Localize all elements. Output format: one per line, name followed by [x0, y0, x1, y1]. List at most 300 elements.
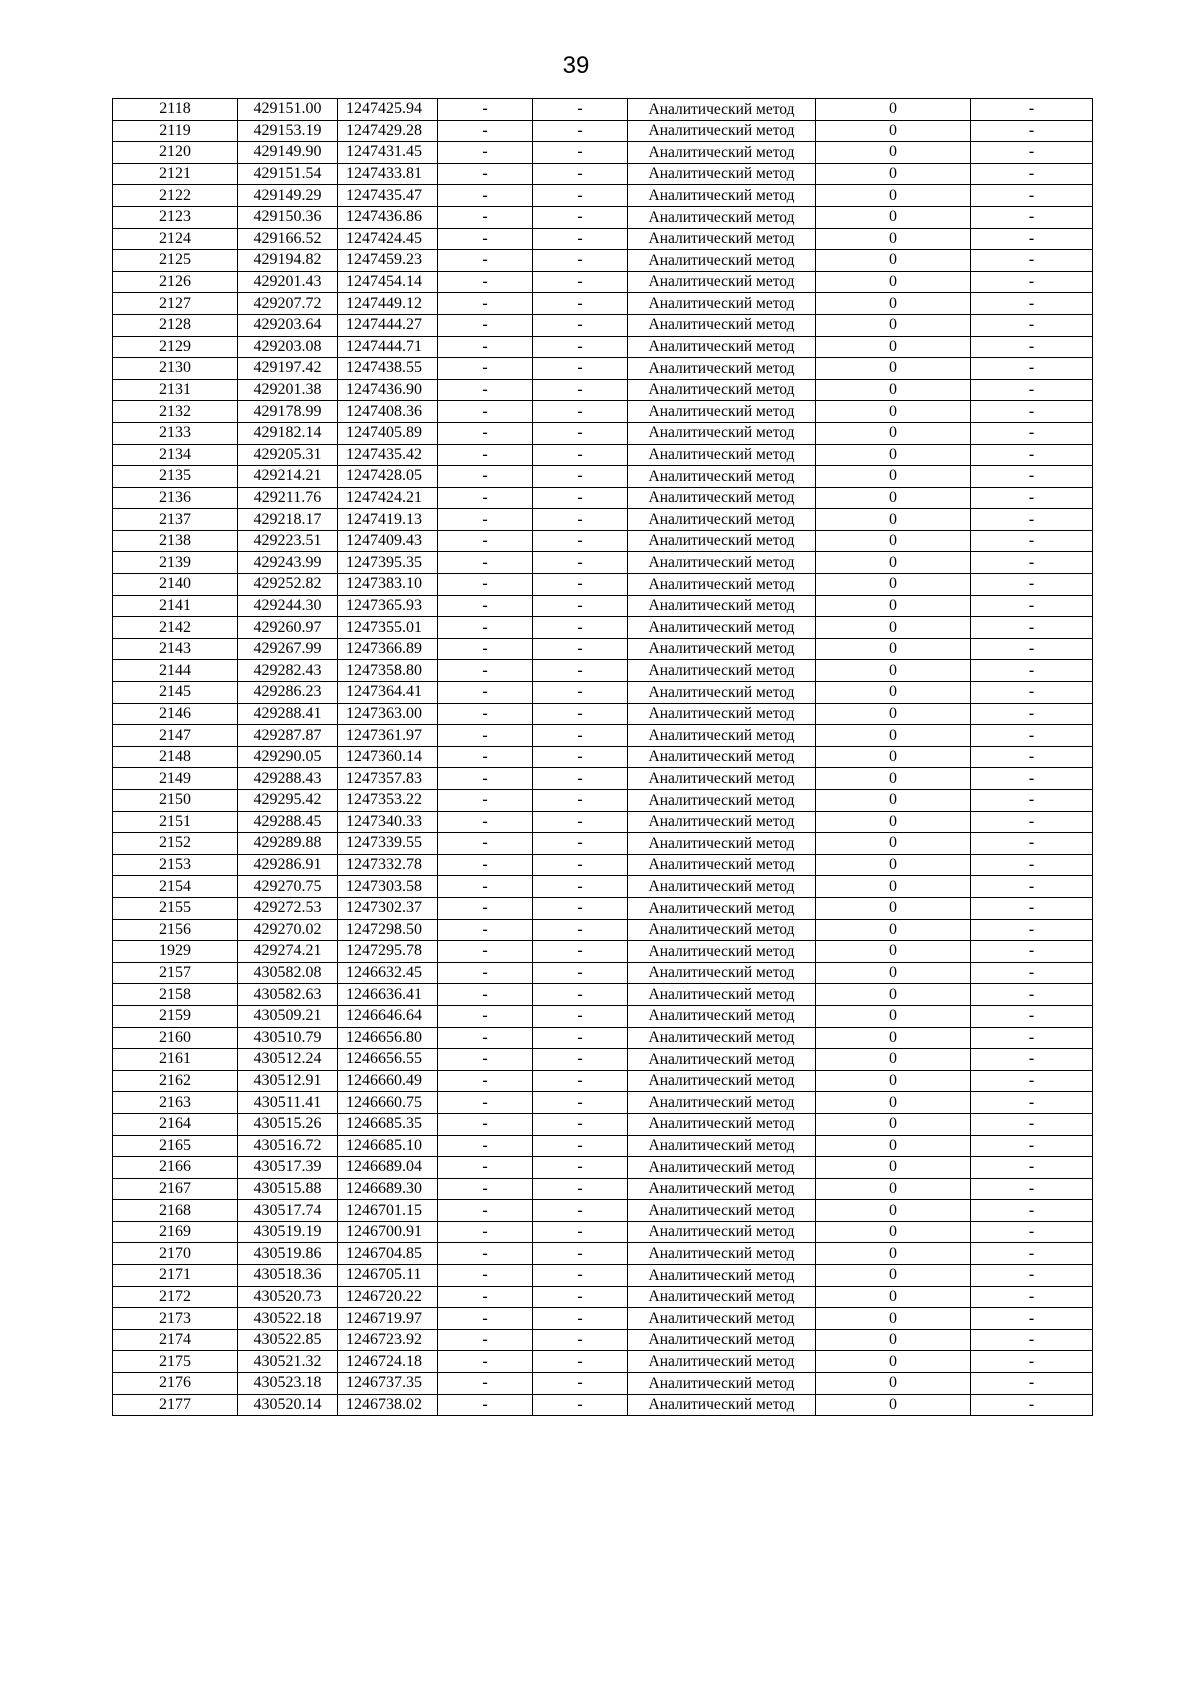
point-number-cell: 2124 — [113, 228, 238, 250]
y-coordinate-cell: 1247383.10 — [338, 574, 438, 596]
method-cell: Аналитический метод — [628, 206, 816, 228]
method-cell: Аналитический метод — [628, 509, 816, 531]
table-row — [113, 379, 1093, 401]
point-number-cell: 2170 — [113, 1243, 238, 1265]
method-cell: Аналитический метод — [628, 897, 816, 919]
error-value-cell: 0 — [816, 1221, 971, 1243]
empty-value-cell: - — [533, 142, 628, 164]
table-row — [113, 833, 1093, 855]
point-number-cell: 2158 — [113, 984, 238, 1006]
empty-value-cell: - — [971, 768, 1093, 790]
y-coordinate-cell: 1247360.14 — [338, 746, 438, 768]
empty-value-cell: - — [438, 163, 533, 185]
x-coordinate-cell: 429295.42 — [238, 790, 338, 812]
empty-value-cell: - — [533, 1049, 628, 1071]
empty-value-cell: - — [438, 120, 533, 142]
x-coordinate-cell: 429286.23 — [238, 682, 338, 704]
empty-value-cell: - — [438, 1157, 533, 1179]
empty-value-cell: - — [438, 725, 533, 747]
x-coordinate-cell: 429244.30 — [238, 595, 338, 617]
point-number-cell: 2133 — [113, 422, 238, 444]
error-value-cell: 0 — [816, 422, 971, 444]
table-row — [113, 746, 1093, 768]
error-value-cell: 0 — [816, 271, 971, 293]
y-coordinate-cell: 1247454.14 — [338, 271, 438, 293]
empty-value-cell: - — [533, 617, 628, 639]
method-cell: Аналитический метод — [628, 617, 816, 639]
empty-value-cell: - — [533, 574, 628, 596]
table-row — [113, 228, 1093, 250]
error-value-cell: 0 — [816, 876, 971, 898]
method-cell: Аналитический метод — [628, 768, 816, 790]
empty-value-cell: - — [533, 746, 628, 768]
y-coordinate-cell: 1247438.55 — [338, 358, 438, 380]
empty-value-cell: - — [438, 99, 533, 121]
empty-value-cell: - — [533, 1308, 628, 1330]
method-cell: Аналитический метод — [628, 466, 816, 488]
point-number-cell: 2164 — [113, 1113, 238, 1135]
empty-value-cell: - — [438, 1394, 533, 1416]
error-value-cell: 0 — [816, 120, 971, 142]
y-coordinate-cell: 1247357.83 — [338, 768, 438, 790]
empty-value-cell: - — [971, 725, 1093, 747]
point-number-cell: 2163 — [113, 1092, 238, 1114]
method-cell: Аналитический метод — [628, 358, 816, 380]
y-coordinate-cell: 1247363.00 — [338, 703, 438, 725]
y-coordinate-cell: 1247339.55 — [338, 833, 438, 855]
y-coordinate-cell: 1247429.28 — [338, 120, 438, 142]
y-coordinate-cell: 1246738.02 — [338, 1394, 438, 1416]
error-value-cell: 0 — [816, 336, 971, 358]
empty-value-cell: - — [533, 1373, 628, 1395]
empty-value-cell: - — [971, 1308, 1093, 1330]
table-row — [113, 1265, 1093, 1287]
point-number-cell: 2171 — [113, 1265, 238, 1287]
table-row — [113, 897, 1093, 919]
error-value-cell: 0 — [816, 1092, 971, 1114]
method-cell: Аналитический метод — [628, 1200, 816, 1222]
x-coordinate-cell: 429205.31 — [238, 444, 338, 466]
empty-value-cell: - — [971, 1200, 1093, 1222]
empty-value-cell: - — [533, 509, 628, 531]
y-coordinate-cell: 1247365.93 — [338, 595, 438, 617]
x-coordinate-cell: 430516.72 — [238, 1135, 338, 1157]
empty-value-cell: - — [971, 1243, 1093, 1265]
y-coordinate-cell: 1247395.35 — [338, 552, 438, 574]
error-value-cell: 0 — [816, 962, 971, 984]
error-value-cell: 0 — [816, 1135, 971, 1157]
error-value-cell: 0 — [816, 1373, 971, 1395]
empty-value-cell: - — [533, 466, 628, 488]
empty-value-cell: - — [438, 941, 533, 963]
y-coordinate-cell: 1246724.18 — [338, 1351, 438, 1373]
point-number-cell: 2148 — [113, 746, 238, 768]
table-row — [113, 466, 1093, 488]
empty-value-cell: - — [438, 358, 533, 380]
table-row — [113, 552, 1093, 574]
x-coordinate-cell: 429203.08 — [238, 336, 338, 358]
empty-value-cell: - — [971, 1178, 1093, 1200]
empty-value-cell: - — [971, 1113, 1093, 1135]
table-row — [113, 1373, 1093, 1395]
empty-value-cell: - — [533, 595, 628, 617]
table-row — [113, 271, 1093, 293]
x-coordinate-cell: 430510.79 — [238, 1027, 338, 1049]
method-cell: Аналитический метод — [628, 271, 816, 293]
point-number-cell: 2123 — [113, 206, 238, 228]
table-row — [113, 142, 1093, 164]
empty-value-cell: - — [971, 962, 1093, 984]
empty-value-cell: - — [438, 509, 533, 531]
empty-value-cell: - — [533, 163, 628, 185]
x-coordinate-cell: 430519.19 — [238, 1221, 338, 1243]
point-number-cell: 2173 — [113, 1308, 238, 1330]
error-value-cell: 0 — [816, 314, 971, 336]
empty-value-cell: - — [971, 1092, 1093, 1114]
table-row — [113, 725, 1093, 747]
point-number-cell: 2131 — [113, 379, 238, 401]
table-row — [113, 790, 1093, 812]
empty-value-cell: - — [438, 1373, 533, 1395]
error-value-cell: 0 — [816, 552, 971, 574]
table-row — [113, 1221, 1093, 1243]
empty-value-cell: - — [533, 336, 628, 358]
method-cell: Аналитический метод — [628, 703, 816, 725]
y-coordinate-cell: 1247409.43 — [338, 530, 438, 552]
method-cell: Аналитический метод — [628, 1070, 816, 1092]
empty-value-cell: - — [971, 228, 1093, 250]
empty-value-cell: - — [971, 1135, 1093, 1157]
y-coordinate-cell: 1247431.45 — [338, 142, 438, 164]
point-number-cell: 2122 — [113, 185, 238, 207]
x-coordinate-cell: 429150.36 — [238, 206, 338, 228]
empty-value-cell: - — [971, 833, 1093, 855]
error-value-cell: 0 — [816, 1070, 971, 1092]
point-number-cell: 2137 — [113, 509, 238, 531]
x-coordinate-cell: 429197.42 — [238, 358, 338, 380]
empty-value-cell: - — [971, 876, 1093, 898]
y-coordinate-cell: 1247298.50 — [338, 919, 438, 941]
empty-value-cell: - — [971, 919, 1093, 941]
empty-value-cell: - — [971, 1027, 1093, 1049]
empty-value-cell: - — [533, 1394, 628, 1416]
empty-value-cell: - — [533, 379, 628, 401]
point-number-cell: 2149 — [113, 768, 238, 790]
empty-value-cell: - — [533, 1092, 628, 1114]
empty-value-cell: - — [971, 185, 1093, 207]
error-value-cell: 0 — [816, 1265, 971, 1287]
method-cell: Аналитический метод — [628, 1157, 816, 1179]
empty-value-cell: - — [438, 811, 533, 833]
method-cell: Аналитический метод — [628, 660, 816, 682]
empty-value-cell: - — [438, 638, 533, 660]
y-coordinate-cell: 1246705.11 — [338, 1265, 438, 1287]
method-cell: Аналитический метод — [628, 163, 816, 185]
table-row — [113, 962, 1093, 984]
empty-value-cell: - — [971, 142, 1093, 164]
empty-value-cell: - — [533, 1243, 628, 1265]
x-coordinate-cell: 430512.24 — [238, 1049, 338, 1071]
method-cell: Аналитический метод — [628, 638, 816, 660]
empty-value-cell: - — [438, 142, 533, 164]
empty-value-cell: - — [533, 1286, 628, 1308]
empty-value-cell: - — [438, 876, 533, 898]
y-coordinate-cell: 1247364.41 — [338, 682, 438, 704]
x-coordinate-cell: 430509.21 — [238, 1005, 338, 1027]
empty-value-cell: - — [438, 293, 533, 315]
table-row — [113, 422, 1093, 444]
table-row — [113, 682, 1093, 704]
table-row — [113, 1308, 1093, 1330]
point-number-cell: 2142 — [113, 617, 238, 639]
y-coordinate-cell: 1246685.35 — [338, 1113, 438, 1135]
empty-value-cell: - — [971, 293, 1093, 315]
empty-value-cell: - — [438, 466, 533, 488]
x-coordinate-cell: 429288.43 — [238, 768, 338, 790]
empty-value-cell: - — [533, 358, 628, 380]
table-row — [113, 1329, 1093, 1351]
method-cell: Аналитический метод — [628, 1394, 816, 1416]
method-cell: Аналитический метод — [628, 1329, 816, 1351]
method-cell: Аналитический метод — [628, 854, 816, 876]
error-value-cell: 0 — [816, 811, 971, 833]
method-cell: Аналитический метод — [628, 250, 816, 272]
empty-value-cell: - — [533, 1200, 628, 1222]
table-row — [113, 293, 1093, 315]
point-number-cell: 2147 — [113, 725, 238, 747]
empty-value-cell: - — [971, 206, 1093, 228]
empty-value-cell: - — [438, 833, 533, 855]
method-cell: Аналитический метод — [628, 336, 816, 358]
point-number-cell: 2119 — [113, 120, 238, 142]
x-coordinate-cell: 429194.82 — [238, 250, 338, 272]
x-coordinate-cell: 430515.88 — [238, 1178, 338, 1200]
empty-value-cell: - — [438, 206, 533, 228]
y-coordinate-cell: 1247459.23 — [338, 250, 438, 272]
table-row — [113, 1135, 1093, 1157]
empty-value-cell: - — [971, 336, 1093, 358]
point-number-cell: 2168 — [113, 1200, 238, 1222]
y-coordinate-cell: 1247353.22 — [338, 790, 438, 812]
point-number-cell: 2128 — [113, 314, 238, 336]
point-number-cell: 2169 — [113, 1221, 238, 1243]
empty-value-cell: - — [971, 379, 1093, 401]
empty-value-cell: - — [533, 401, 628, 423]
point-number-cell: 2156 — [113, 919, 238, 941]
table-row — [113, 509, 1093, 531]
empty-value-cell: - — [438, 617, 533, 639]
empty-value-cell: - — [533, 1329, 628, 1351]
point-number-cell: 2129 — [113, 336, 238, 358]
empty-value-cell: - — [971, 466, 1093, 488]
error-value-cell: 0 — [816, 444, 971, 466]
x-coordinate-cell: 429151.54 — [238, 163, 338, 185]
empty-value-cell: - — [533, 185, 628, 207]
empty-value-cell: - — [533, 962, 628, 984]
y-coordinate-cell: 1247424.21 — [338, 487, 438, 509]
x-coordinate-cell: 429282.43 — [238, 660, 338, 682]
error-value-cell: 0 — [816, 617, 971, 639]
empty-value-cell: - — [438, 487, 533, 509]
y-coordinate-cell: 1247435.42 — [338, 444, 438, 466]
empty-value-cell: - — [971, 1373, 1093, 1395]
error-value-cell: 0 — [816, 358, 971, 380]
point-number-cell: 2177 — [113, 1394, 238, 1416]
x-coordinate-cell: 429290.05 — [238, 746, 338, 768]
empty-value-cell: - — [971, 1394, 1093, 1416]
error-value-cell: 0 — [816, 768, 971, 790]
empty-value-cell: - — [533, 1265, 628, 1287]
table-row — [113, 358, 1093, 380]
empty-value-cell: - — [971, 444, 1093, 466]
method-cell: Аналитический метод — [628, 1178, 816, 1200]
method-cell: Аналитический метод — [628, 595, 816, 617]
y-coordinate-cell: 1246632.45 — [338, 962, 438, 984]
empty-value-cell: - — [971, 271, 1093, 293]
point-number-cell: 2175 — [113, 1351, 238, 1373]
x-coordinate-cell: 429270.02 — [238, 919, 338, 941]
error-value-cell: 0 — [816, 833, 971, 855]
y-coordinate-cell: 1247408.36 — [338, 401, 438, 423]
x-coordinate-cell: 430523.18 — [238, 1373, 338, 1395]
y-coordinate-cell: 1247355.01 — [338, 617, 438, 639]
table-row — [113, 1092, 1093, 1114]
point-number-cell: 2134 — [113, 444, 238, 466]
empty-value-cell: - — [971, 1265, 1093, 1287]
error-value-cell: 0 — [816, 1329, 971, 1351]
empty-value-cell: - — [438, 595, 533, 617]
y-coordinate-cell: 1246660.75 — [338, 1092, 438, 1114]
error-value-cell: 0 — [816, 1005, 971, 1027]
point-number-cell: 2155 — [113, 897, 238, 919]
empty-value-cell: - — [533, 833, 628, 855]
point-number-cell: 2125 — [113, 250, 238, 272]
empty-value-cell: - — [533, 919, 628, 941]
error-value-cell: 0 — [816, 1027, 971, 1049]
empty-value-cell: - — [971, 487, 1093, 509]
empty-value-cell: - — [971, 509, 1093, 531]
empty-value-cell: - — [533, 768, 628, 790]
empty-value-cell: - — [533, 1221, 628, 1243]
empty-value-cell: - — [533, 206, 628, 228]
table-row — [113, 574, 1093, 596]
point-number-cell: 2151 — [113, 811, 238, 833]
method-cell: Аналитический метод — [628, 99, 816, 121]
empty-value-cell: - — [533, 1135, 628, 1157]
empty-value-cell: - — [533, 293, 628, 315]
method-cell: Аналитический метод — [628, 228, 816, 250]
empty-value-cell: - — [438, 1286, 533, 1308]
empty-value-cell: - — [971, 422, 1093, 444]
empty-value-cell: - — [533, 725, 628, 747]
empty-value-cell: - — [533, 444, 628, 466]
empty-value-cell: - — [533, 228, 628, 250]
empty-value-cell: - — [533, 552, 628, 574]
empty-value-cell: - — [438, 1092, 533, 1114]
error-value-cell: 0 — [816, 703, 971, 725]
y-coordinate-cell: 1246656.80 — [338, 1027, 438, 1049]
coordinates-table — [112, 98, 1093, 1416]
method-cell: Аналитический метод — [628, 1308, 816, 1330]
error-value-cell: 0 — [816, 1178, 971, 1200]
table-row — [113, 206, 1093, 228]
error-value-cell: 0 — [816, 682, 971, 704]
point-number-cell: 2139 — [113, 552, 238, 574]
empty-value-cell: - — [438, 401, 533, 423]
x-coordinate-cell: 429149.29 — [238, 185, 338, 207]
empty-value-cell: - — [438, 1049, 533, 1071]
x-coordinate-cell: 429218.17 — [238, 509, 338, 531]
method-cell: Аналитический метод — [628, 401, 816, 423]
y-coordinate-cell: 1246720.22 — [338, 1286, 438, 1308]
y-coordinate-cell: 1246689.30 — [338, 1178, 438, 1200]
point-number-cell: 2126 — [113, 271, 238, 293]
empty-value-cell: - — [438, 1135, 533, 1157]
y-coordinate-cell: 1247366.89 — [338, 638, 438, 660]
method-cell: Аналитический метод — [628, 1049, 816, 1071]
method-cell: Аналитический метод — [628, 962, 816, 984]
empty-value-cell: - — [438, 854, 533, 876]
method-cell: Аналитический метод — [628, 1027, 816, 1049]
table-row — [113, 314, 1093, 336]
method-cell: Аналитический метод — [628, 530, 816, 552]
empty-value-cell: - — [438, 962, 533, 984]
error-value-cell: 0 — [816, 163, 971, 185]
method-cell: Аналитический метод — [628, 379, 816, 401]
error-value-cell: 0 — [816, 401, 971, 423]
point-number-cell: 2138 — [113, 530, 238, 552]
method-cell: Аналитический метод — [628, 984, 816, 1006]
point-number-cell: 2167 — [113, 1178, 238, 1200]
error-value-cell: 0 — [816, 1049, 971, 1071]
x-coordinate-cell: 429274.21 — [238, 941, 338, 963]
x-coordinate-cell: 429288.41 — [238, 703, 338, 725]
x-coordinate-cell: 429203.64 — [238, 314, 338, 336]
error-value-cell: 0 — [816, 379, 971, 401]
method-cell: Аналитический метод — [628, 1243, 816, 1265]
empty-value-cell: - — [971, 790, 1093, 812]
point-number-cell: 2160 — [113, 1027, 238, 1049]
error-value-cell: 0 — [816, 1351, 971, 1373]
error-value-cell: 0 — [816, 466, 971, 488]
empty-value-cell: - — [533, 1157, 628, 1179]
x-coordinate-cell: 430522.85 — [238, 1329, 338, 1351]
empty-value-cell: - — [438, 314, 533, 336]
error-value-cell: 0 — [816, 99, 971, 121]
empty-value-cell: - — [438, 1027, 533, 1049]
y-coordinate-cell: 1247449.12 — [338, 293, 438, 315]
table-row — [113, 919, 1093, 941]
table-row — [113, 854, 1093, 876]
method-cell: Аналитический метод — [628, 185, 816, 207]
error-value-cell: 0 — [816, 854, 971, 876]
y-coordinate-cell: 1247435.47 — [338, 185, 438, 207]
empty-value-cell: - — [971, 1221, 1093, 1243]
y-coordinate-cell: 1247425.94 — [338, 99, 438, 121]
method-cell: Аналитический метод — [628, 833, 816, 855]
table-row — [113, 530, 1093, 552]
method-cell: Аналитический метод — [628, 725, 816, 747]
y-coordinate-cell: 1246701.15 — [338, 1200, 438, 1222]
point-number-cell: 2118 — [113, 99, 238, 121]
y-coordinate-cell: 1247361.97 — [338, 725, 438, 747]
empty-value-cell: - — [971, 941, 1093, 963]
x-coordinate-cell: 430521.32 — [238, 1351, 338, 1373]
error-value-cell: 0 — [816, 293, 971, 315]
empty-value-cell: - — [971, 682, 1093, 704]
y-coordinate-cell: 1246737.35 — [338, 1373, 438, 1395]
empty-value-cell: - — [971, 897, 1093, 919]
